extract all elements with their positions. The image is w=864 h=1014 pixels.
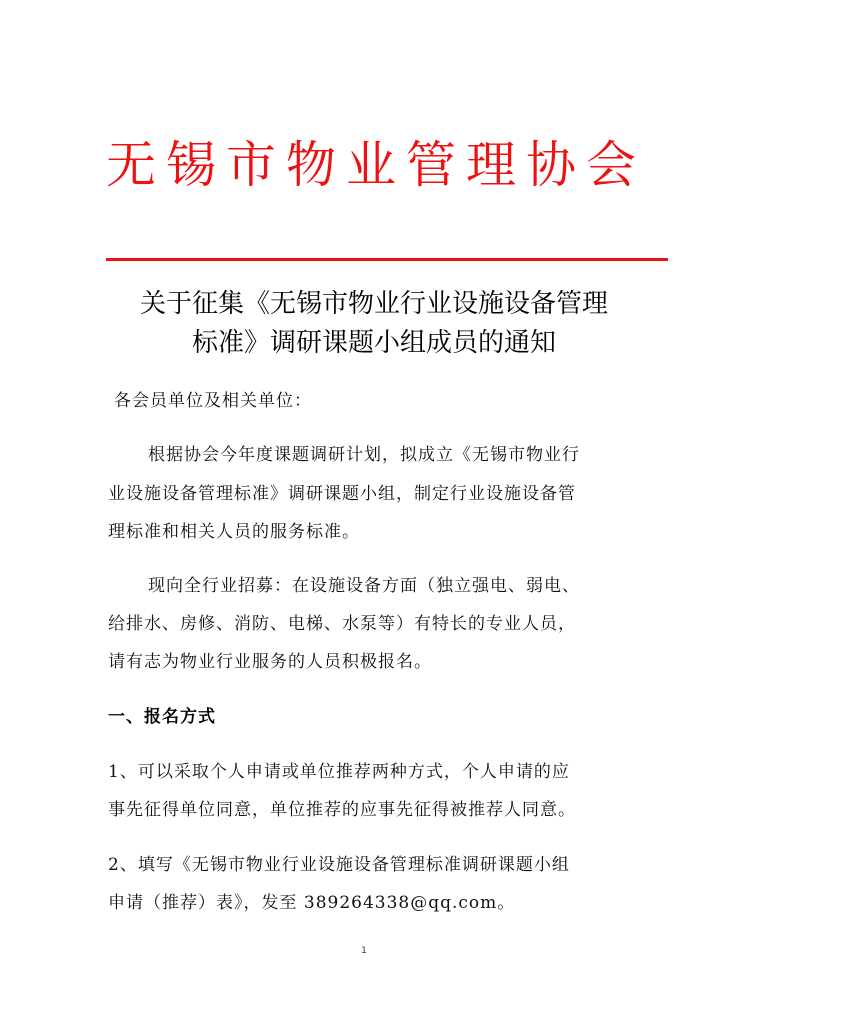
notice-title-line-1: 关于征集《无锡市物业行业设施设备管理: [139, 289, 608, 319]
paragraph-2-line-3: 请有志为物业行业服务的人员积极报名。: [108, 652, 432, 672]
org-title: 无锡市物业管理协会: [106, 136, 646, 194]
item-1-line-2: 事先征得单位同意，单位推荐的应事先征得被推荐人同意。: [108, 800, 576, 820]
page-number: 1: [361, 946, 367, 956]
paragraph-2-line-2: 给排水、房修、消防、电梯、水泵等）有特长的专业人员，: [108, 614, 576, 634]
paragraph-1-line-3: 理标准和相关人员的服务标准。: [108, 522, 360, 542]
section-heading-registration: 一、报名方式: [108, 707, 216, 727]
paragraph-2-line-1: 现向全行业招募：在设施设备方面（独立强电、弱电、: [148, 576, 580, 596]
item-2-line-2: 申请（推荐）表》，发至 389264338@qq.com。: [108, 893, 516, 913]
item-2-line-1: 2、填写《无锡市物业行业设施设备管理标准调研课题小组: [108, 855, 570, 875]
notice-title-line-2: 标准》调研课题小组成员的通知: [191, 328, 556, 358]
paragraph-1-line-2: 业设施设备管理标准》调研课题小组，制定行业设施设备管: [108, 484, 576, 504]
red-divider: [106, 258, 668, 261]
paragraph-1-line-1: 根据协会今年度课题调研计划，拟成立《无锡市物业行: [148, 445, 580, 465]
salutation: 各会员单位及相关单位：: [114, 391, 312, 411]
item-1-line-1: 1、可以采取个人申请或单位推荐两种方式，个人申请的应: [108, 762, 570, 782]
